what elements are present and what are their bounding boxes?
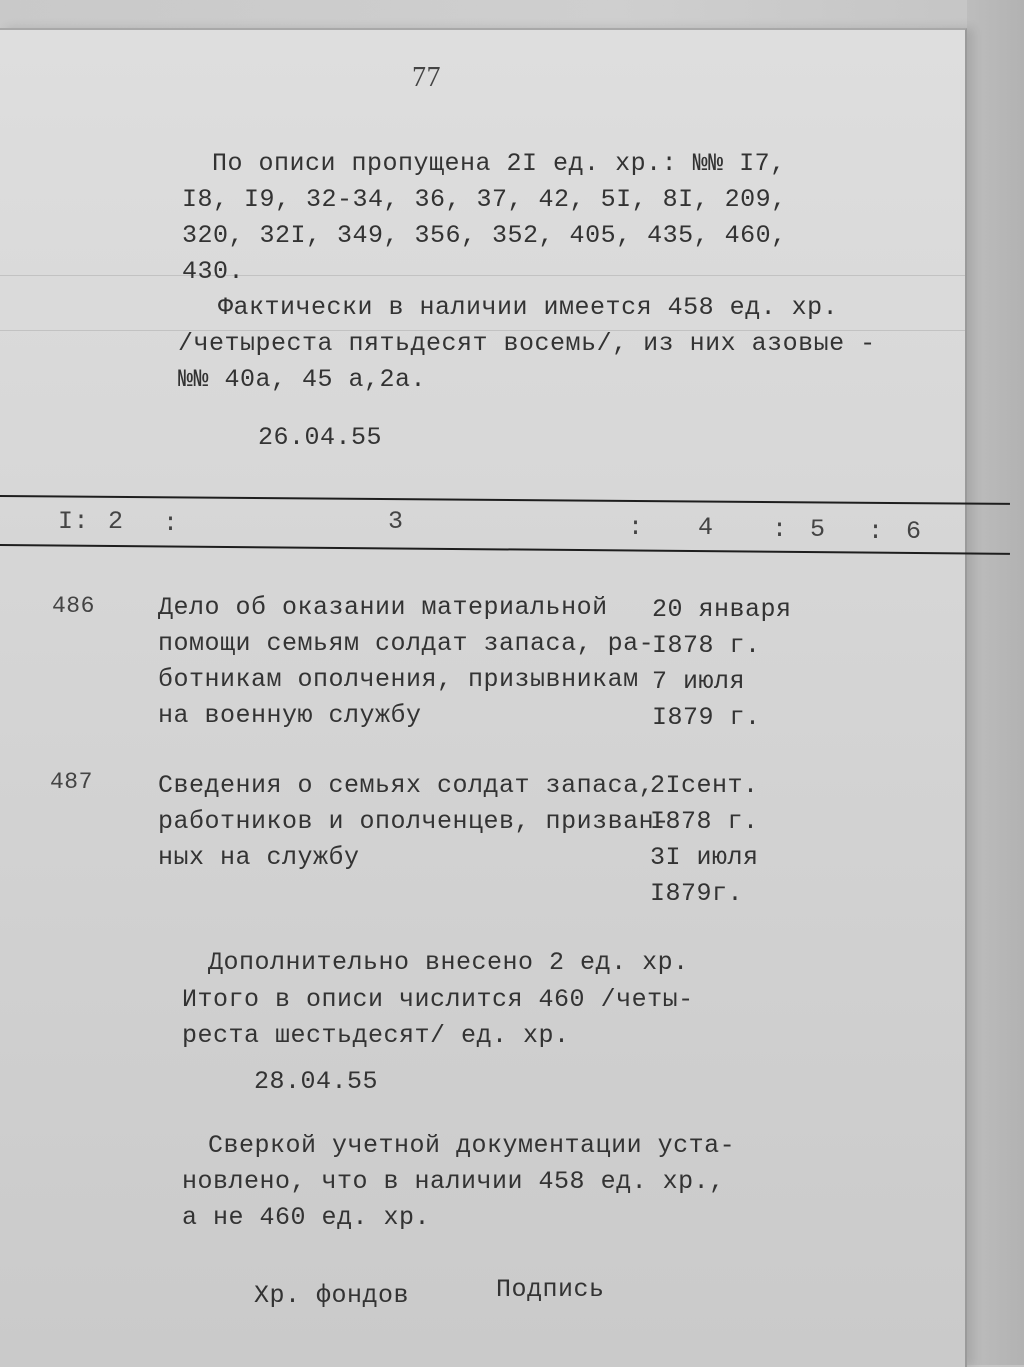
missing-items-line-2: I8, I9, 32-34, 36, 37, 42, 5I, 8I, 209, xyxy=(182,185,787,214)
column-2-header: 2 xyxy=(108,507,124,536)
column-separator: : xyxy=(163,509,179,538)
row-486-date-line-1: 20 января xyxy=(652,595,792,624)
reconciliation-line-3: а не 460 ед. хр. xyxy=(182,1203,431,1232)
signature-position: Хр. фондов xyxy=(254,1281,410,1310)
row-486-number: 486 xyxy=(52,593,95,619)
row-486-title-line-4: на военную службу xyxy=(158,701,422,730)
row-486-title-line-2: помощи семьям солдат запаса, ра- xyxy=(158,629,655,658)
background-edge xyxy=(967,0,1024,1365)
addendum-line-3: реста шестьдесят/ ед. хр. xyxy=(182,1021,570,1050)
column-4-header: 4 xyxy=(698,513,714,542)
addendum-line-1: Дополнительно внесено 2 ед. хр. xyxy=(208,948,689,977)
row-487-date-line-2: I878 г. xyxy=(650,807,759,836)
actual-count-line-1: Фактически в наличии имеется 458 ед. хр. xyxy=(218,293,839,322)
column-separator: : xyxy=(628,513,644,542)
actual-count-line-2: /четыреста пятьдесят восемь/, из них азовые - xyxy=(178,329,876,358)
page-number: 77 xyxy=(412,62,441,93)
reconciliation-line-2: новлено, что в наличии 458 ед. хр., xyxy=(182,1167,725,1196)
row-486-date-line-3: 7 июля xyxy=(652,667,746,696)
row-487-title-line-2: работников и ополченцев, призван- xyxy=(158,807,670,836)
actual-count-line-3: №№ 40а, 45 а,2а. xyxy=(178,365,427,394)
row-487-date-line-1: 2Iсент. xyxy=(650,771,759,800)
row-486-date-line-4: I879 г. xyxy=(652,703,761,732)
missing-items-line-3: 320, 32I, 349, 356, 352, 405, 435, 460, xyxy=(182,221,787,250)
row-486-title-line-3: ботникам ополчения, призывникам xyxy=(158,665,639,694)
row-487-date-line-4: I879г. xyxy=(650,879,744,908)
column-3-header: 3 xyxy=(388,507,404,536)
row-487-title-line-1: Сведения о семьях солдат запаса, xyxy=(158,771,655,800)
row-486-date-line-2: I878 г. xyxy=(652,631,761,660)
signature-label: Подпись xyxy=(496,1275,605,1304)
column-6-header: 6 xyxy=(906,517,922,546)
missing-items-line-4: 430. xyxy=(182,257,245,286)
column-5-header: 5 xyxy=(810,515,826,544)
column-1-header: I: xyxy=(58,507,90,536)
bleed-through-line xyxy=(0,275,965,276)
row-487-title-line-3: ных на службу xyxy=(158,843,360,872)
missing-items-line-1: По описи пропущена 2I ед. хр.: №№ I7, xyxy=(212,149,786,178)
addendum-date: 28.04.55 xyxy=(254,1067,379,1096)
row-487-number: 487 xyxy=(50,769,93,795)
reconciliation-line-1: Сверкой учетной документации уста- xyxy=(208,1131,736,1160)
note-date-1: 26.04.55 xyxy=(258,423,383,452)
row-486-title-line-1: Дело об оказании материальной xyxy=(158,593,608,622)
row-487-date-line-3: 3I июля xyxy=(650,843,759,872)
column-separator: : xyxy=(772,515,788,544)
column-separator: : xyxy=(868,517,884,546)
addendum-line-2: Итого в описи числится 460 /четы- xyxy=(182,985,694,1014)
